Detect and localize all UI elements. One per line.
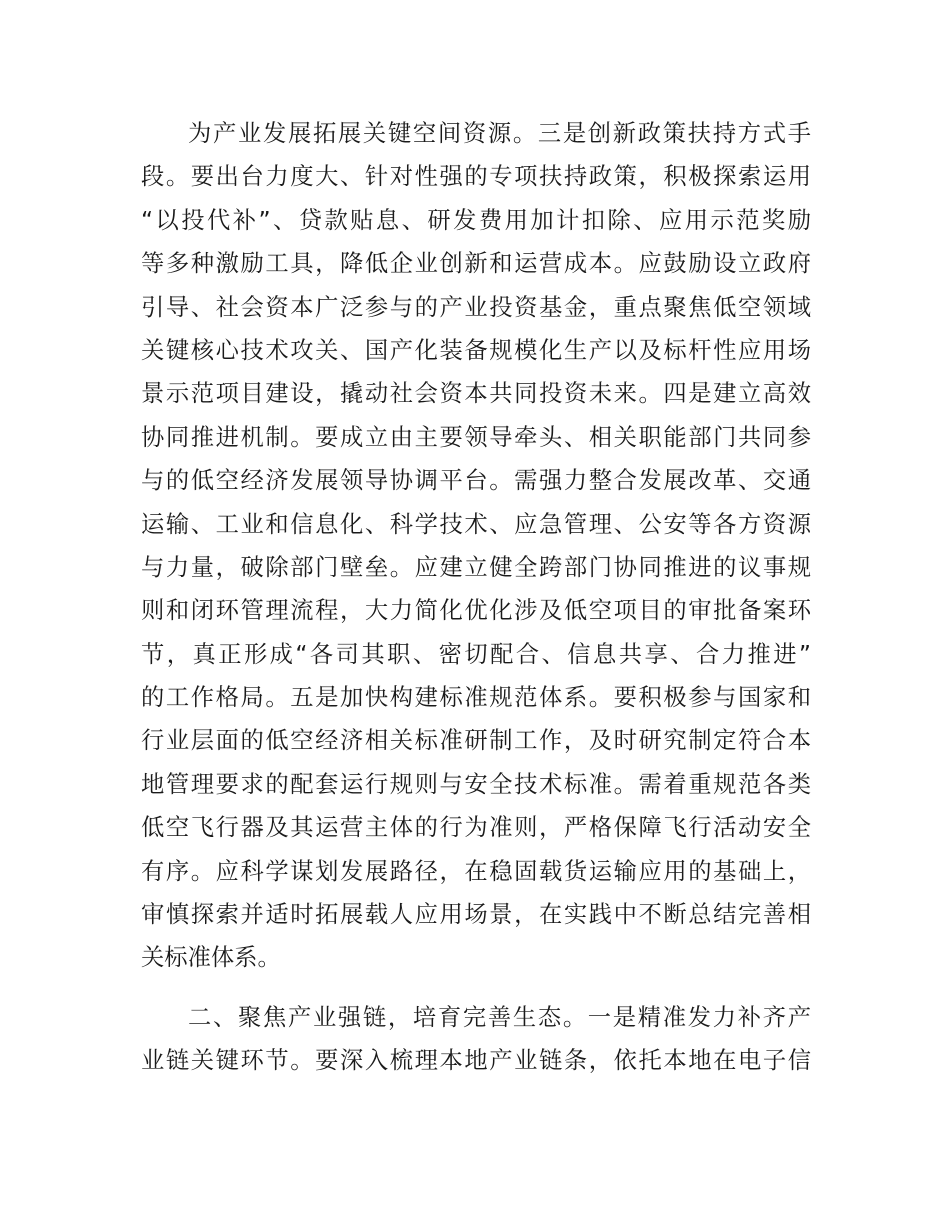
paragraph-line: 地管理要求的配套运行规则与安全技术标准。需着重规范各类 <box>141 770 811 798</box>
paragraph-line: 有序。应科学谋划发展路径，在稳固载货运输应用的基础上， <box>141 857 811 885</box>
paragraph-line: 业链关键环节。要深入梳理本地产业链条，依托本地在电子信 <box>141 1047 811 1075</box>
document-body <box>141 112 811 1083</box>
paragraph-line: 等多种激励工具，降低企业创新和运营成本。应鼓励设立政府 <box>141 250 811 278</box>
paragraph-line: 行业层面的低空经济相关标准研制工作，及时研究制定符合本 <box>141 727 811 755</box>
paragraph-line: 节，真正形成“各司其职、密切配合、信息共享、合力推进” <box>141 640 811 668</box>
paragraph-line: 与力量，破除部门壁垒。应建立健全跨部门协同推进的议事规 <box>141 553 811 581</box>
paragraph-2 <box>141 996 811 1083</box>
paragraph-1 <box>141 112 811 980</box>
paragraph-line: 的工作格局。五是加快构建标准规范体系。要积极参与国家和 <box>141 684 811 712</box>
paragraph-line: 审慎探索并适时拓展载人应用场景，在实践中不断总结完善相 <box>141 901 811 929</box>
paragraph-gap <box>141 980 811 996</box>
paragraph-line: 景示范项目建设，撬动社会资本共同投资未来。四是建立高效 <box>141 380 811 408</box>
paragraph-line: 为产业发展拓展关键空间资源。三是创新政策扶持方式手 <box>188 120 811 147</box>
paragraph-line: 关标准体系。 <box>141 944 281 972</box>
paragraph-line: 低空飞行器及其运营主体的行为准则，严格保障飞行活动安全 <box>141 814 811 842</box>
paragraph-line: 二、聚焦产业强链，培育完善生态。一是精准发力补齐产 <box>188 1003 811 1031</box>
paragraph-line: 协同推进机制。要成立由主要领导牵头、相关职能部门共同参 <box>141 423 811 451</box>
paragraph-line: 段。要出台力度大、针对性强的专项扶持政策，积极探索运用 <box>141 163 811 191</box>
paragraph-line: 与的低空经济发展领导协调平台。需强力整合发展改革、交通 <box>141 467 811 495</box>
paragraph-line: “以投代补”、贷款贴息、研发费用加计扣除、应用示范奖励 <box>141 206 811 234</box>
paragraph-line: 关键核心技术攻关、国产化装备规模化生产以及标杆性应用场 <box>141 336 811 364</box>
paragraph-line: 运输、工业和信息化、科学技术、应急管理、公安等各方资源 <box>141 510 811 538</box>
paragraph-line: 引导、社会资本广泛参与的产业投资基金，重点聚焦低空领域 <box>141 293 811 321</box>
paragraph-line: 则和闭环管理流程，大力简化优化涉及低空项目的审批备案环 <box>141 597 811 625</box>
